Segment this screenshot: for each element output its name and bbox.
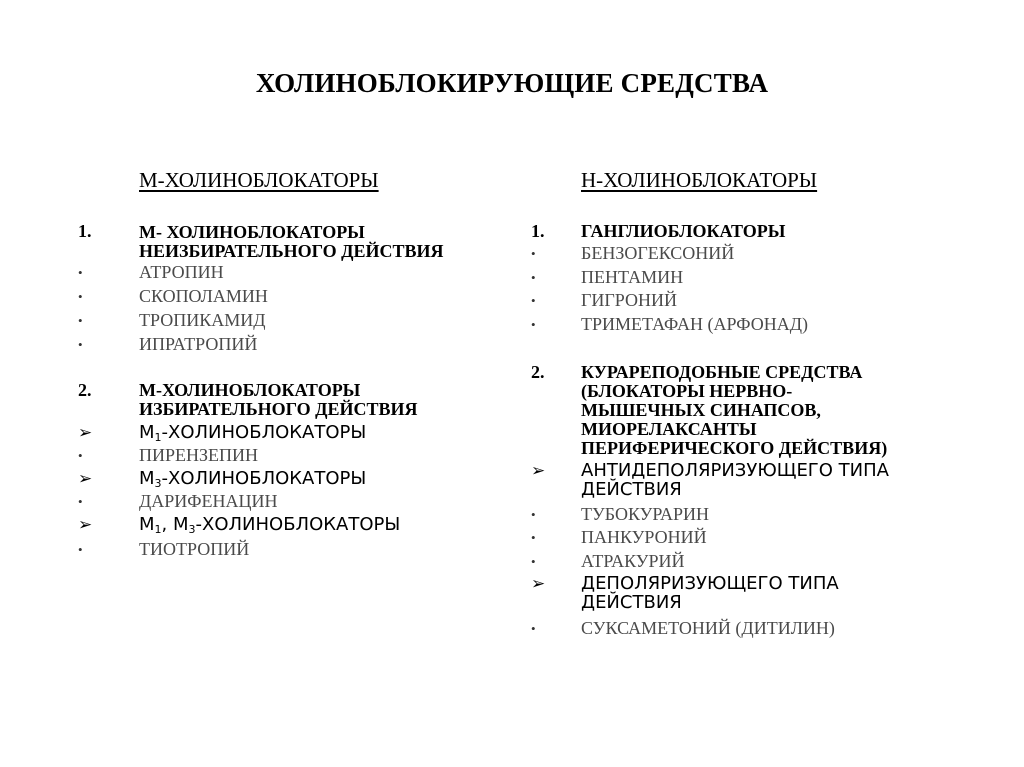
arrow-icon: ➢ xyxy=(78,423,93,442)
group-label-line: КУРАРЕПОДОБНЫЕ СРЕДСТВА xyxy=(581,362,863,382)
bullet-icon: • xyxy=(78,494,83,509)
bullet-icon: • xyxy=(531,317,536,332)
group-label-line: МИОРЕЛАКСАНТЫ xyxy=(581,419,757,439)
subgroup-label-text: -ХОЛИНОБЛОКАТОРЫ xyxy=(161,422,367,443)
group-label-line: МЫШЕЧНЫХ СИНАПСОВ, xyxy=(581,400,821,420)
drug-name: ДАРИФЕНАЦИН xyxy=(139,491,278,511)
receptor-letter: М xyxy=(172,514,189,535)
group-label-line: М- ХОЛИНОБЛОКАТОРЫ xyxy=(139,222,365,242)
group-label xyxy=(581,363,887,458)
bullet-icon: • xyxy=(531,246,536,261)
bullet-icon: • xyxy=(531,293,536,308)
drug-name: ПАНКУРОНИЙ xyxy=(581,527,707,547)
bullet-icon: • xyxy=(531,270,536,285)
bullet-icon: • xyxy=(78,265,83,280)
subgroup-label-line: ДЕЙСТВИЯ xyxy=(581,479,682,500)
bullet-icon: • xyxy=(531,621,536,636)
drug-name: СУКСАМЕТОНИЙ (ДИТИЛИН) xyxy=(581,618,835,638)
subgroup-label xyxy=(139,423,366,447)
receptor-letter: М xyxy=(139,468,155,489)
receptor-index: 1 xyxy=(154,523,162,536)
bullet-icon: • xyxy=(78,448,83,463)
n-cholinoblockers-heading: Н-ХОЛИНОБЛОКАТОРЫ xyxy=(581,168,818,192)
subgroup-label-text: -ХОЛИНОБЛОКАТОРЫ xyxy=(195,514,401,535)
bullet-icon: • xyxy=(78,542,83,557)
subgroup-label xyxy=(581,574,839,612)
bullet-icon: • xyxy=(531,507,536,522)
bullet-icon: • xyxy=(78,337,83,352)
drug-name: ПИРЕНЗЕПИН xyxy=(139,445,259,465)
bullet-icon: • xyxy=(531,554,536,569)
receptor-index: 1 xyxy=(154,431,162,444)
receptor-index: 3 xyxy=(154,477,162,490)
page-title: ХОЛИНОБЛОКИРУЮЩИЕ СРЕДСТВА xyxy=(255,68,769,98)
subgroup-label-line: ДЕЙСТВИЯ xyxy=(581,592,682,613)
drug-name: СКОПОЛАМИН xyxy=(139,286,268,306)
drug-name: ТИОТРОПИЙ xyxy=(139,539,250,559)
group-label-line: ПЕРИФЕРИЧЕСКОГО ДЕЙСТВИЯ) xyxy=(581,438,888,458)
subgroup-label-line: ДЕПОЛЯРИЗУЮЩЕГО ТИПА xyxy=(581,573,839,594)
receptor-index: 3 xyxy=(188,523,196,536)
group-label xyxy=(139,223,444,261)
group-number: 2. xyxy=(78,380,92,400)
drug-name: ИПРАТРОПИЙ xyxy=(139,334,258,354)
arrow-icon: ➢ xyxy=(531,574,546,593)
receptor-letter: М xyxy=(139,422,155,443)
separator: , xyxy=(161,514,173,535)
subgroup-label-text: -ХОЛИНОБЛОКАТОРЫ xyxy=(161,468,367,489)
group-label-line: М-ХОЛИНОБЛОКАТОРЫ xyxy=(139,380,361,400)
group-number: 1. xyxy=(78,221,92,241)
group-number: 1. xyxy=(531,221,545,241)
subgroup-label xyxy=(139,469,366,493)
group-label xyxy=(139,381,418,419)
drug-name: ТРОПИКАМИД xyxy=(139,310,266,330)
arrow-icon: ➢ xyxy=(78,469,93,488)
group-label: ГАНГЛИОБЛОКАТОРЫ xyxy=(581,221,786,241)
bullet-icon: • xyxy=(78,313,83,328)
group-number: 2. xyxy=(531,362,545,382)
bullet-icon: • xyxy=(531,530,536,545)
drug-name: БЕНЗОГЕКСОНИЙ xyxy=(581,243,735,263)
drug-name: АТРАКУРИЙ xyxy=(581,551,685,571)
group-label-line: ИЗБИРАТЕЛЬНОГО ДЕЙСТВИЯ xyxy=(139,399,418,419)
drug-name: ГИГРОНИЙ xyxy=(581,290,678,310)
subgroup-label-line: АНТИДЕПОЛЯРИЗУЮЩЕГО ТИПА xyxy=(581,460,889,481)
arrow-icon: ➢ xyxy=(78,515,93,534)
drug-name: ТРИМЕТАФАН (АРФОНАД) xyxy=(581,314,808,334)
receptor-letter: М xyxy=(139,514,155,535)
m-cholinoblockers-heading: М-ХОЛИНОБЛОКАТОРЫ xyxy=(139,168,379,192)
drug-name: ПЕНТАМИН xyxy=(581,267,684,287)
group-label-line: (БЛОКАТОРЫ НЕРВНО- xyxy=(581,381,793,401)
bullet-icon: • xyxy=(78,289,83,304)
arrow-icon: ➢ xyxy=(531,461,546,480)
drug-name: ТУБОКУРАРИН xyxy=(581,504,710,524)
drug-name: АТРОПИН xyxy=(139,262,224,282)
subgroup-label xyxy=(581,461,889,499)
group-label-line: НЕИЗБИРАТЕЛЬНОГО ДЕЙСТВИЯ xyxy=(139,241,444,261)
subgroup-label xyxy=(139,515,400,539)
